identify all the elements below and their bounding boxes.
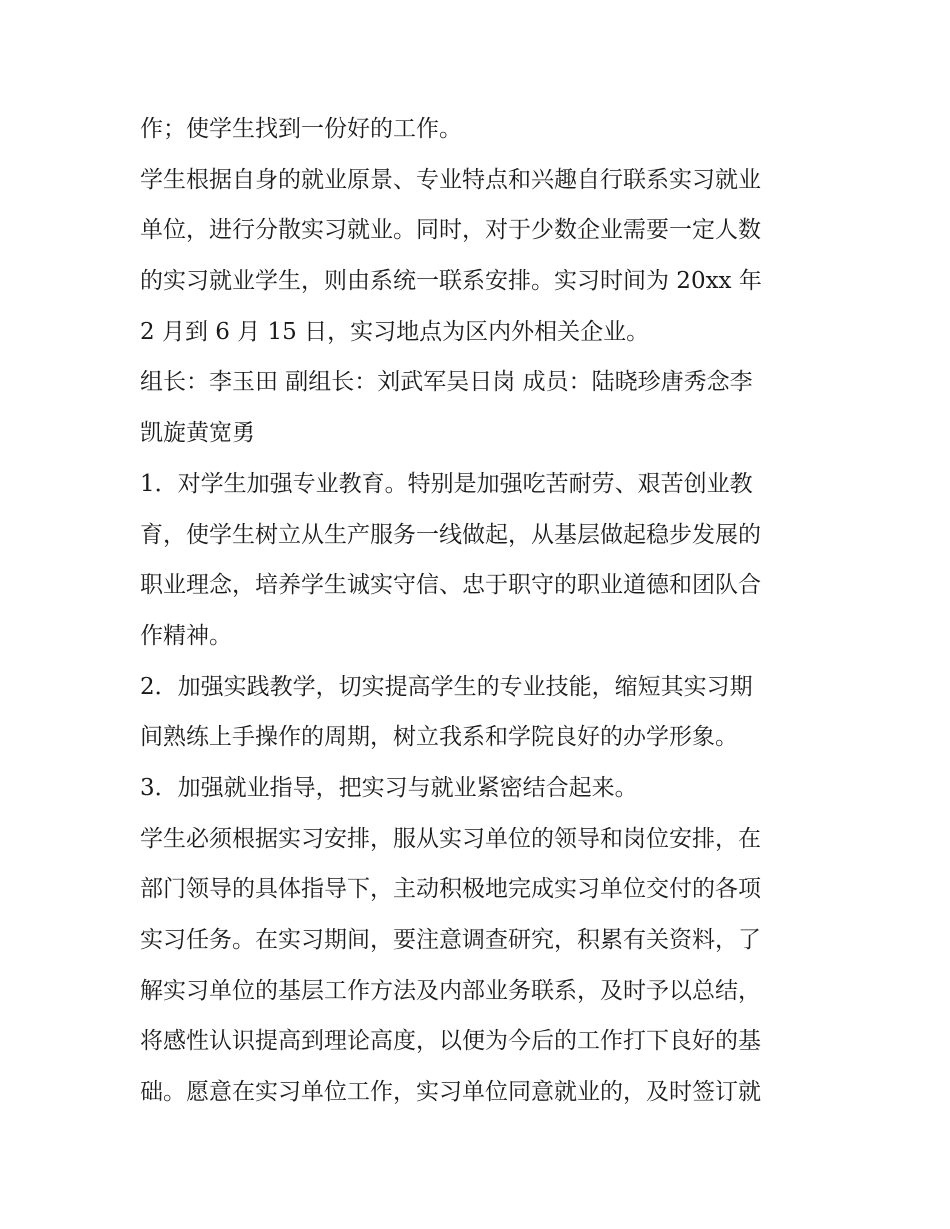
text-line: 职业理念，培养学生诚实守信、忠于职守的职业道德和团队合: [140, 572, 761, 599]
text-line: 2 月到 6 月 15 日，实习地点为区内外相关企业。: [140, 318, 650, 345]
document-body: [140, 104, 820, 1118]
text-line: 解实习单位的基层工作方法及内部业务联系，及时予以总结，: [140, 977, 761, 1004]
text-line: 组长：李玉田 副组长：刘武军吴日岗 成员：陆晓珍唐秀念李: [140, 369, 753, 396]
text-line: 的实习就业学生，则由系统一联系安排。实习时间为 20xx 年: [140, 268, 762, 295]
text-line: 3．加强就业指导，把实习与就业紧密结合起来。: [140, 774, 638, 801]
text-line: 1．对学生加强专业教育。特别是加强吃苦耐劳、艰苦创业教: [140, 470, 753, 497]
text-line: 2．加强实践教学，切实提高学生的专业技能，缩短其实习期: [140, 673, 753, 700]
text-line: 单位，进行分散实习就业。同时，对于少数企业需要一定人数: [140, 217, 761, 244]
text-line: 间熟练上手操作的周期，树立我系和学院良好的办学形象。: [140, 724, 738, 751]
text-line: 学生根据自身的就业原景、专业特点和兴趣自行联系实习就业: [140, 166, 761, 193]
text-line: 实习任务。在实习期间，要注意调查研究，积累有关资料，了: [140, 927, 761, 953]
text-line: 学生必须根据实习安排，服从实习单位的领导和岗位安排，在: [140, 825, 761, 852]
text-line: 作；使学生找到一份好的工作。: [140, 116, 462, 142]
text-line: 作精神。: [140, 622, 232, 649]
text-line: 将感性认识提高到理论高度，以便为今后的工作打下良好的基: [140, 1028, 761, 1055]
text-line: 凯旋黄宽勇: [140, 420, 255, 447]
text-line: 部门领导的具体指导下，主动积极地完成实习单位交付的各项: [140, 876, 761, 903]
text-line: 础。愿意在实习单位工作，实习单位同意就业的，及时签订就: [140, 1079, 761, 1106]
text-line: 育，使学生树立从生产服务一线做起，从基层做起稳步发展的: [140, 521, 761, 548]
